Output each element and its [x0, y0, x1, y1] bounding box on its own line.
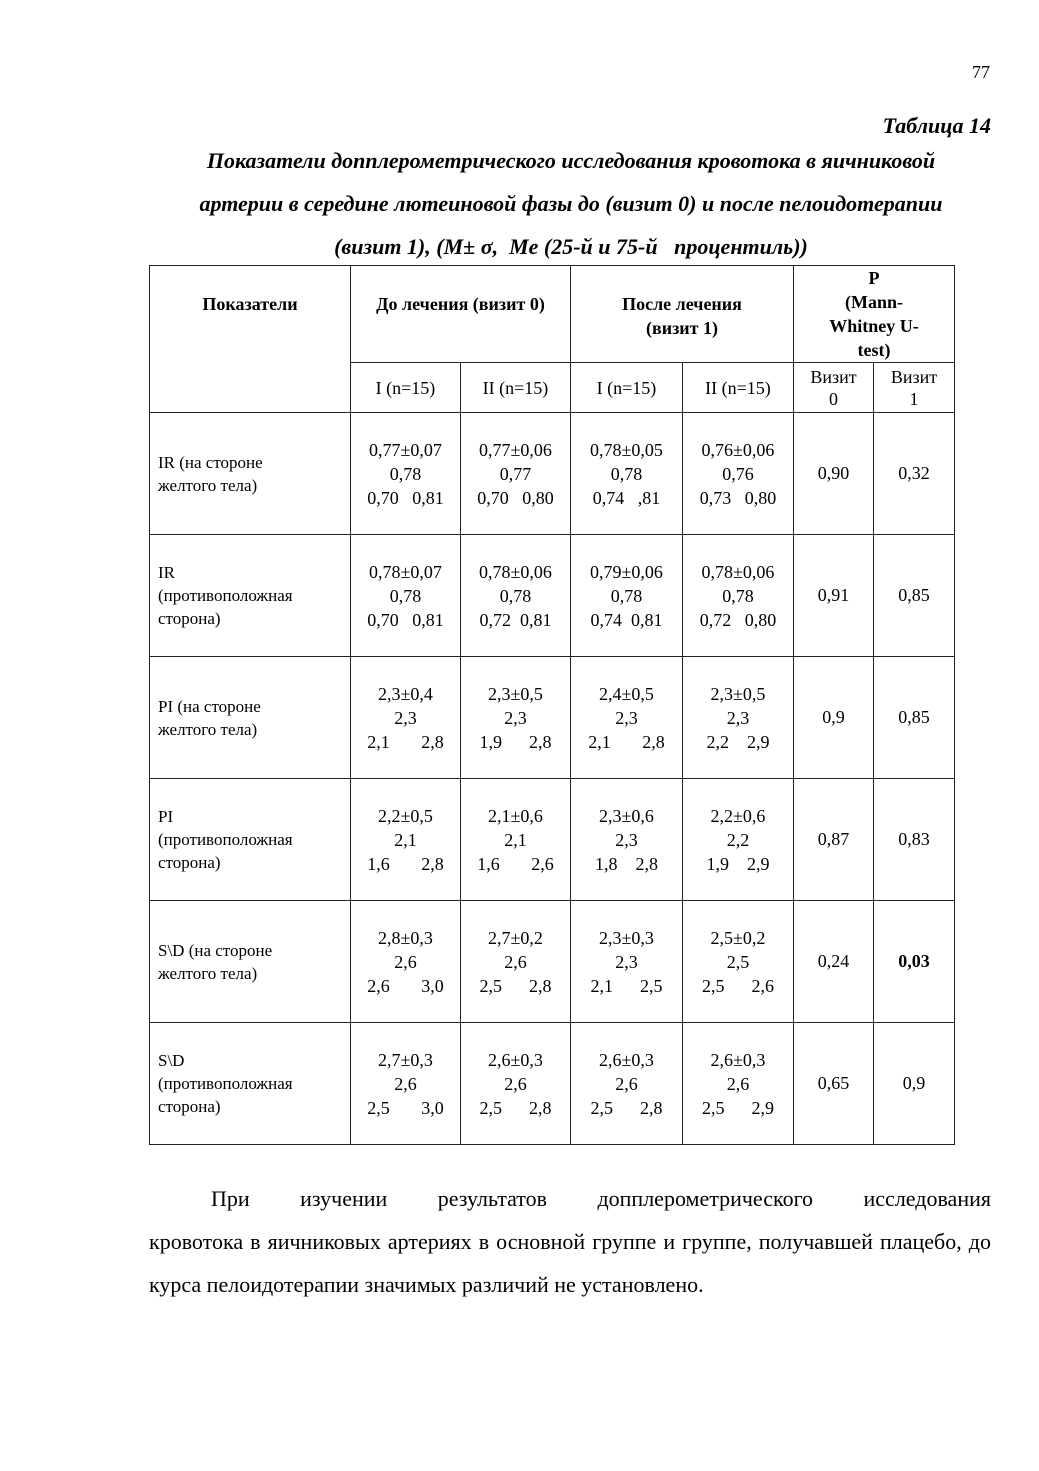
median-value: 0,78 — [722, 585, 754, 606]
quartile-values: 0,73 0,80 — [699, 487, 777, 508]
mean-value: 0,79±0,06 — [590, 561, 663, 582]
mean-value: 2,6±0,3 — [710, 1049, 766, 1070]
quartile-values: 2,5 2,8 — [479, 975, 552, 996]
value-cell — [351, 535, 461, 657]
subheader-after-group-1: I (n=15) — [571, 363, 683, 413]
median-value: 2,1 — [504, 829, 527, 850]
indicator-cell — [150, 901, 351, 1023]
doppler-table — [149, 265, 955, 1145]
median-value: 0,78 — [389, 585, 422, 606]
value-cell — [683, 535, 794, 657]
value-cell — [571, 413, 683, 535]
mean-value: 2,6±0,3 — [599, 1049, 654, 1070]
indicator-line: (противоположная — [158, 586, 293, 605]
header-p-line: test) — [857, 340, 891, 360]
median-value: 2,3 — [615, 951, 638, 972]
header-p-line: (Mann- — [845, 292, 903, 312]
p-value-visit-1: 0,85 — [874, 657, 955, 779]
caption-line: (визит 1), (M± σ, Me (25-й и 75-й процентиль)) — [334, 234, 808, 259]
mean-value: 0,78±0,05 — [590, 439, 663, 460]
p-value-visit-0: 0,65 — [794, 1023, 874, 1145]
indicator-line: PI — [158, 807, 174, 826]
value-cell — [571, 1023, 683, 1145]
indicator-line: (противоположная — [158, 830, 293, 849]
quartile-values: 0,74 ,81 — [592, 487, 661, 508]
subheader-before-group-2: II (n=15) — [461, 363, 571, 413]
subheader-visit-line: Визит — [890, 366, 938, 387]
value-cell — [683, 1023, 794, 1145]
caption-line: артерии в середине лютеиновой фазы до (визит 0) и после пелоидотерапии — [199, 191, 943, 216]
median-value: 2,6 — [726, 1073, 750, 1094]
table-row — [150, 1023, 955, 1145]
value-cell — [461, 901, 571, 1023]
quartile-values: 0,72 0,81 — [479, 609, 552, 630]
quartile-values: 0,70 0,81 — [367, 487, 444, 508]
p-value-visit-1: 0,32 — [874, 413, 955, 535]
indicator-line: (противоположная — [158, 1074, 293, 1093]
caption-line: Показатели допплерометрического исследования кровотока в яичниковой — [206, 148, 936, 173]
subheader-visit-0 — [794, 363, 874, 413]
indicator-cell — [150, 779, 351, 901]
paragraph-first-line: При изучении результатов допплерометрического исследования — [211, 1186, 991, 1211]
quartile-values: 0,70 0,80 — [477, 487, 554, 508]
value-cell — [461, 413, 571, 535]
quartile-values: 2,5 2,6 — [702, 975, 774, 996]
quartile-values: 1,9 2,9 — [706, 853, 770, 874]
value-cell — [461, 1023, 571, 1145]
quartile-values: 1,9 2,8 — [479, 731, 552, 752]
value-cell — [683, 779, 794, 901]
subheader-before-group-1: I (n=15) — [351, 363, 461, 413]
quartile-values: 2,5 2,8 — [590, 1097, 663, 1118]
mean-value: 2,1±0,6 — [488, 805, 543, 826]
mean-value: 2,3±0,4 — [378, 683, 433, 704]
mean-value: 2,3±0,5 — [488, 683, 543, 704]
p-value-visit-0: 0,9 — [794, 657, 874, 779]
value-cell — [571, 901, 683, 1023]
page-number: 77 — [972, 62, 990, 82]
header-after-line: (визит 1) — [645, 318, 719, 338]
mean-value: 0,77±0,07 — [369, 439, 442, 460]
value-cell — [571, 779, 683, 901]
median-value: 2,3 — [504, 707, 527, 728]
median-value: 0,77 — [499, 463, 532, 484]
indicator-line: сторона) — [158, 1097, 221, 1116]
median-value: 0,78 — [499, 585, 532, 606]
mean-value: 2,8±0,3 — [378, 927, 433, 948]
quartile-values: 2,6 3,0 — [367, 975, 444, 996]
median-value: 2,3 — [394, 707, 417, 728]
mean-value: 2,3±0,5 — [710, 683, 766, 704]
table-row — [150, 535, 955, 657]
indicator-cell — [150, 535, 351, 657]
value-cell — [461, 535, 571, 657]
mean-value: 2,7±0,2 — [488, 927, 543, 948]
table-row — [150, 901, 955, 1023]
table-row — [150, 657, 955, 779]
median-value: 2,3 — [615, 829, 638, 850]
median-value: 2,3 — [615, 707, 638, 728]
quartile-values: 2,1 2,8 — [367, 731, 444, 752]
p-value-visit-1: 0,83 — [874, 779, 955, 901]
mean-value: 2,3±0,3 — [599, 927, 654, 948]
indicator-line: S\D — [158, 1051, 185, 1070]
indicator-line: сторона) — [158, 853, 221, 872]
indicator-line: желтого тела) — [158, 475, 258, 495]
mean-value: 0,78±0,07 — [369, 561, 442, 582]
indicator-line: IR (на стороне — [158, 452, 263, 472]
value-cell — [461, 657, 571, 779]
body-paragraph — [149, 1177, 991, 1306]
quartile-values: 2,2 2,9 — [706, 731, 770, 752]
paragraph-rest: кровотока в яичниковых артериях в основной группе и группе, получавшей плацебо, до курса пелоидотерапии значимых различий не установлено. — [149, 1229, 991, 1297]
median-value: 0,78 — [610, 585, 643, 606]
quartile-values: 2,1 2,5 — [590, 975, 663, 996]
header-before-treatment: До лечения (визит 0) — [351, 266, 571, 363]
median-value: 2,6 — [615, 1073, 638, 1094]
quartile-values: 2,1 2,8 — [588, 731, 665, 752]
header-p-value — [794, 266, 955, 363]
indicator-line: IR — [158, 563, 175, 582]
quartile-values: 0,74 0,81 — [590, 609, 663, 630]
mean-value: 2,5±0,2 — [710, 927, 766, 948]
quartile-values: 2,5 3,0 — [367, 1097, 444, 1118]
p-value-visit-1: 0,03 — [874, 901, 955, 1023]
table-body — [150, 413, 955, 1145]
value-cell — [571, 657, 683, 779]
p-value-visit-0: 0,90 — [794, 413, 874, 535]
mean-value: 0,76±0,06 — [701, 439, 775, 460]
p-value-visit-1: 0,9 — [874, 1023, 955, 1145]
table-caption — [148, 139, 994, 268]
median-value: 0,78 — [610, 463, 643, 484]
subheader-visit-line: 0 — [829, 388, 838, 409]
quartile-values: 1,6 2,8 — [367, 853, 444, 874]
header-p-line: Whitney U- — [829, 316, 919, 336]
quartile-values: 2,5 2,9 — [702, 1097, 774, 1118]
table-row — [150, 413, 955, 535]
median-value: 2,1 — [394, 829, 417, 850]
header-indicators: Показатели — [150, 266, 351, 413]
median-value: 2,3 — [726, 707, 750, 728]
quartile-values: 2,5 2,8 — [479, 1097, 552, 1118]
table-row — [150, 779, 955, 901]
indicator-line: желтого тела) — [158, 963, 258, 983]
indicator-cell — [150, 1023, 351, 1145]
quartile-values: 1,6 2,6 — [477, 853, 554, 874]
subheader-visit-line: Визит — [810, 366, 857, 387]
median-value: 2,2 — [726, 829, 750, 850]
p-value-visit-0: 0,24 — [794, 901, 874, 1023]
indicator-cell — [150, 657, 351, 779]
mean-value: 2,6±0,3 — [488, 1049, 543, 1070]
value-cell — [683, 901, 794, 1023]
header-after-line: После лечения — [622, 294, 742, 314]
header-after-treatment — [571, 266, 794, 363]
value-cell — [351, 779, 461, 901]
median-value: 2,6 — [394, 951, 417, 972]
quartile-values: 0,72 0,80 — [699, 609, 777, 630]
value-cell — [571, 535, 683, 657]
value-cell — [351, 657, 461, 779]
mean-value: 2,2±0,6 — [710, 805, 766, 826]
subheader-visit-line: 1 — [909, 388, 919, 409]
value-cell — [461, 779, 571, 901]
value-cell — [351, 413, 461, 535]
mean-value: 0,77±0,06 — [479, 439, 552, 460]
value-cell — [351, 901, 461, 1023]
p-value-visit-0: 0,91 — [794, 535, 874, 657]
mean-value: 2,3±0,6 — [599, 805, 654, 826]
subheader-visit-1 — [874, 363, 955, 413]
indicator-cell — [150, 413, 351, 535]
indicator-line: PI (на стороне — [158, 696, 261, 716]
mean-value: 0,78±0,06 — [479, 561, 552, 582]
value-cell — [683, 413, 794, 535]
median-value: 2,6 — [504, 951, 527, 972]
value-cell — [683, 657, 794, 779]
mean-value: 2,4±0,5 — [599, 683, 654, 704]
mean-value: 2,7±0,3 — [378, 1049, 433, 1070]
median-value: 2,5 — [726, 951, 750, 972]
header-p-line: P — [868, 268, 880, 288]
p-value-visit-0: 0,87 — [794, 779, 874, 901]
indicator-line: S\D (на стороне — [158, 940, 273, 960]
quartile-values: 1,8 2,8 — [595, 853, 658, 874]
value-cell — [351, 1023, 461, 1145]
median-value: 2,6 — [394, 1073, 417, 1094]
median-value: 0,78 — [389, 463, 422, 484]
subheader-after-group-2: II (n=15) — [683, 363, 794, 413]
mean-value: 2,2±0,5 — [378, 805, 433, 826]
mean-value: 0,78±0,06 — [701, 561, 775, 582]
p-value-visit-1: 0,85 — [874, 535, 955, 657]
indicator-line: желтого тела) — [158, 719, 258, 739]
indicator-line: сторона) — [158, 609, 221, 628]
median-value: 0,76 — [722, 463, 754, 484]
quartile-values: 0,70 0,81 — [367, 609, 444, 630]
table-label: Таблица 14 — [882, 113, 991, 138]
median-value: 2,6 — [504, 1073, 527, 1094]
